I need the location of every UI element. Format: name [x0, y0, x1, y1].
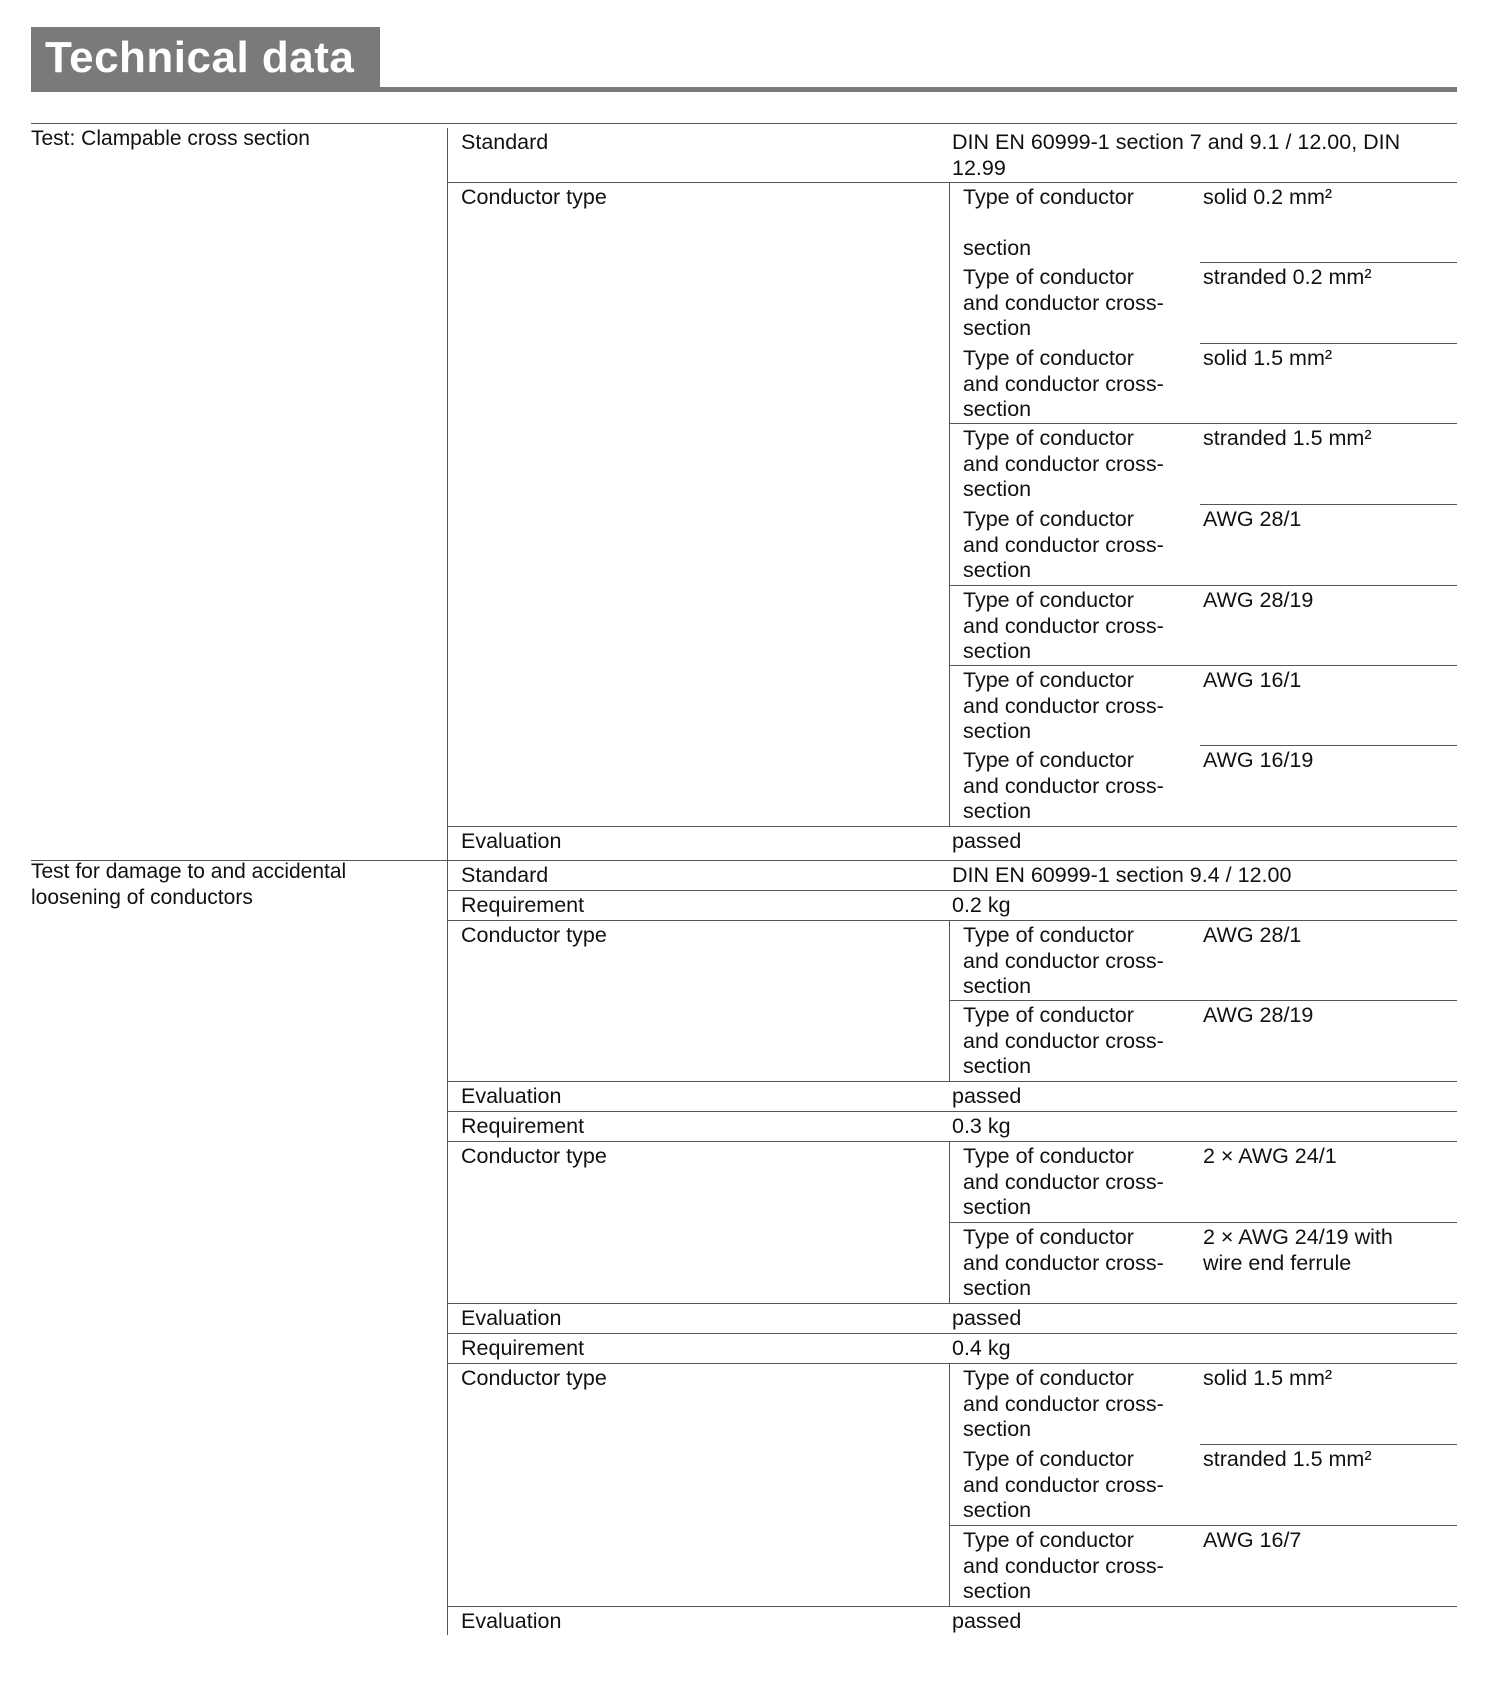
conductor-value: AWG 16/7	[1203, 1528, 1302, 1552]
conductor-label: Type of conductor section	[963, 185, 1134, 260]
conductor-value: solid 1.5 mm²	[1203, 1366, 1333, 1390]
conductor-value: AWG 16/1	[1203, 668, 1302, 692]
subrow-rule	[1200, 1444, 1457, 1445]
row-rule	[447, 920, 1457, 921]
standard-value: DIN EN 60999-1 section 7 and 9.1 / 12.00, DIN 12.99	[952, 130, 1401, 180]
page-title: Technical data	[31, 27, 380, 89]
conductor-value: solid 1.5 mm²	[1203, 346, 1333, 370]
conductor-value: stranded 1.5 mm²	[1203, 426, 1372, 450]
conductor-value: AWG 16/19	[1203, 748, 1314, 772]
table-vertical-rule	[447, 860, 448, 1635]
conductor-value: 2 × AWG 24/1	[1203, 1144, 1337, 1168]
conductor-value: AWG 28/1	[1203, 507, 1302, 531]
requirement-value: 0.2 kg	[952, 893, 1011, 917]
subrow-rule	[1200, 504, 1457, 505]
subrow-rule	[949, 585, 1457, 586]
conductor-label: Type of conductor and conductor cross- section	[963, 1225, 1164, 1300]
conductor-value: stranded 1.5 mm²	[1203, 1447, 1372, 1471]
conductor-label: Type of conductor and conductor cross- section	[963, 426, 1164, 501]
table-top-rule	[31, 123, 1457, 124]
row-rule	[447, 1303, 1457, 1304]
evaluation-label: Evaluation	[461, 1084, 562, 1108]
row-rule	[447, 890, 1457, 891]
conductor-label: Type of conductor and conductor cross- section	[963, 923, 1164, 998]
conductor-value: solid 0.2 mm²	[1203, 185, 1333, 209]
row-rule	[447, 1363, 1457, 1364]
conductor-label: Type of conductor and conductor cross- section	[963, 346, 1164, 421]
subrow-rule	[1200, 262, 1457, 263]
conductor-value: stranded 0.2 mm²	[1203, 265, 1372, 289]
subrow-rule	[1200, 343, 1457, 344]
row-rule	[447, 182, 1457, 183]
conductor-label: Type of conductor and conductor cross- section	[963, 588, 1164, 663]
conductor-type-label: Conductor type	[461, 185, 607, 209]
conductor-label: Type of conductor and conductor cross- section	[963, 1003, 1164, 1078]
subrow-rule	[949, 1525, 1457, 1526]
table-vertical-rule	[447, 128, 448, 860]
section-title-clampable: Test: Clampable cross section	[31, 127, 310, 150]
evaluation-value: passed	[952, 1306, 1022, 1330]
standard-label: Standard	[461, 863, 549, 887]
subtable-vertical-rule	[949, 1363, 950, 1606]
section-title-damage: Test for damage to and accidental loosening of conductors	[31, 860, 347, 909]
row-rule	[447, 1111, 1457, 1112]
subrow-rule	[949, 1222, 1457, 1223]
requirement-label: Requirement	[461, 1336, 585, 1360]
evaluation-label: Evaluation	[461, 1609, 562, 1633]
subrow-rule	[949, 665, 1457, 666]
conductor-label: Type of conductor and conductor cross- section	[963, 1528, 1164, 1603]
evaluation-label: Evaluation	[461, 1306, 562, 1330]
requirement-label: Requirement	[461, 893, 585, 917]
evaluation-value: passed	[952, 829, 1022, 853]
subrow-rule	[1200, 745, 1457, 746]
conductor-label: Type of conductor and conductor cross- section	[963, 265, 1164, 340]
conductor-label: Type of conductor and conductor cross- section	[963, 1366, 1164, 1441]
evaluation-label: Evaluation	[461, 829, 562, 853]
row-rule	[447, 1141, 1457, 1142]
conductor-label: Type of conductor and conductor cross- section	[963, 507, 1164, 582]
subrow-rule	[949, 1000, 1457, 1001]
conductor-type-label: Conductor type	[461, 1144, 607, 1168]
conductor-type-label: Conductor type	[461, 1366, 607, 1390]
requirement-value: 0.3 kg	[952, 1114, 1011, 1138]
requirement-label: Requirement	[461, 1114, 585, 1138]
conductor-label: Type of conductor and conductor cross- section	[963, 1144, 1164, 1219]
evaluation-value: passed	[952, 1609, 1022, 1633]
conductor-label: Type of conductor and conductor cross- section	[963, 1447, 1164, 1522]
standard-value: DIN EN 60999-1 section 9.4 / 12.00	[952, 863, 1292, 887]
subrow-rule	[949, 423, 1457, 424]
conductor-value: 2 × AWG 24/19 with wire end ferrule	[1203, 1225, 1393, 1275]
conductor-label: Type of conductor and conductor cross- section	[963, 668, 1164, 743]
conductor-type-label: Conductor type	[461, 923, 607, 947]
conductor-value: AWG 28/1	[1203, 923, 1302, 947]
conductor-label: Type of conductor and conductor cross- section	[963, 748, 1164, 823]
header-rule	[31, 87, 1457, 92]
requirement-value: 0.4 kg	[952, 1336, 1011, 1360]
subtable-vertical-rule	[949, 182, 950, 827]
row-rule	[447, 1333, 1457, 1334]
conductor-value: AWG 28/19	[1203, 588, 1314, 612]
evaluation-value: passed	[952, 1084, 1022, 1108]
conductor-value: AWG 28/19	[1203, 1003, 1314, 1027]
row-rule	[447, 1606, 1457, 1607]
row-rule	[447, 1081, 1457, 1082]
row-rule	[447, 826, 1457, 827]
standard-label: Standard	[461, 130, 549, 154]
